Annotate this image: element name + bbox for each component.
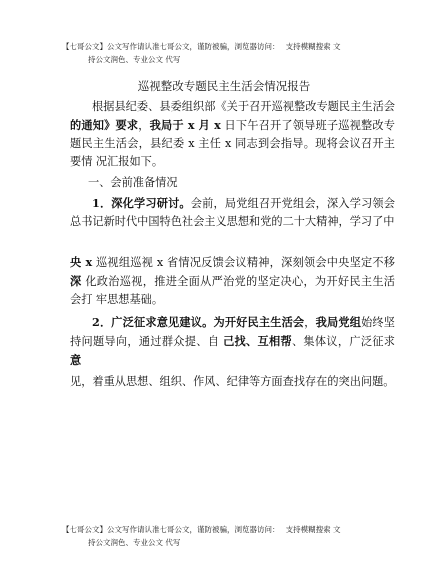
item-2-bold: 我局党组	[315, 315, 362, 329]
intro-bold: 的通知》要求	[70, 118, 139, 132]
item-2-label: 2．广泛征求意见建议。	[92, 315, 214, 329]
item-2-bold: 己找、互相帮	[223, 334, 292, 348]
item-1-text: 巡视组巡视 x 省情况反馈会议精神，深刻领会中央坚定不移	[92, 256, 395, 269]
promo-notice-bottom	[62, 523, 392, 549]
intro-text: 日下午召开了领导班子巡视整改专题民主生活会，县纪委 x 主任 x 同志到会指导。现将会议召开主要情 况汇报如下。	[70, 119, 395, 168]
notice-line: 【七哥公文】公文写作请认准七哥公文，谨防被骗，浏览器访问： 支持模糊搜索 文	[62, 525, 341, 534]
item-1-paragraph	[70, 194, 395, 231]
notice-line: 持公文润色、专业公文 代写	[88, 538, 181, 547]
section-heading: 一、会前准备情况	[88, 176, 178, 189]
item-2-text: ，	[304, 316, 316, 329]
notice-line: 持公文润色、专业公文 代写	[88, 55, 181, 64]
document-title: 巡视整改专题民主生活会情况报告	[137, 79, 311, 93]
intro-paragraph	[70, 98, 395, 171]
item-1-continuation	[70, 253, 395, 309]
item-2-paragraph	[70, 313, 395, 370]
promo-notice-top	[62, 40, 392, 66]
intro-text: ，	[138, 119, 150, 132]
item-2-text: 始终坚持问题导向，通过群众提、自	[70, 316, 395, 348]
intro-bold: 我局于 x 月 x	[149, 118, 221, 132]
item-2-bold: 为开好民主生活会	[213, 315, 305, 329]
item-1-text: 化政治巡视，推进全面从严治党的坚定决心，为开好民主生活会打 牢思想基础。	[70, 275, 395, 306]
item-2-text: 、集体议，广泛征求	[291, 335, 395, 348]
item-1-bold: 央 x	[70, 255, 93, 269]
item-1-label: 1．深化学习研讨。	[92, 196, 191, 210]
item-2-bold: 意	[70, 353, 82, 367]
intro-text: 根据县纪委、县委组织部《关于召开巡视整改专题民主生活会	[92, 100, 395, 113]
item-1-text: 会前，局党组召开党组会，深入学习领会 总书记新时代中国特色社会主义思想和党的二十大精神，学习了中	[70, 197, 395, 228]
notice-line: 【七哥公文】公文写作请认准七哥公文，谨防被骗，浏览器访问： 支持模糊搜索 文	[62, 42, 341, 51]
item-1-bold: 深	[70, 274, 82, 288]
item-2-continuation: 见，着重从思想、组织、作风、纪律等方面查找存在的突出问题。	[70, 375, 395, 388]
